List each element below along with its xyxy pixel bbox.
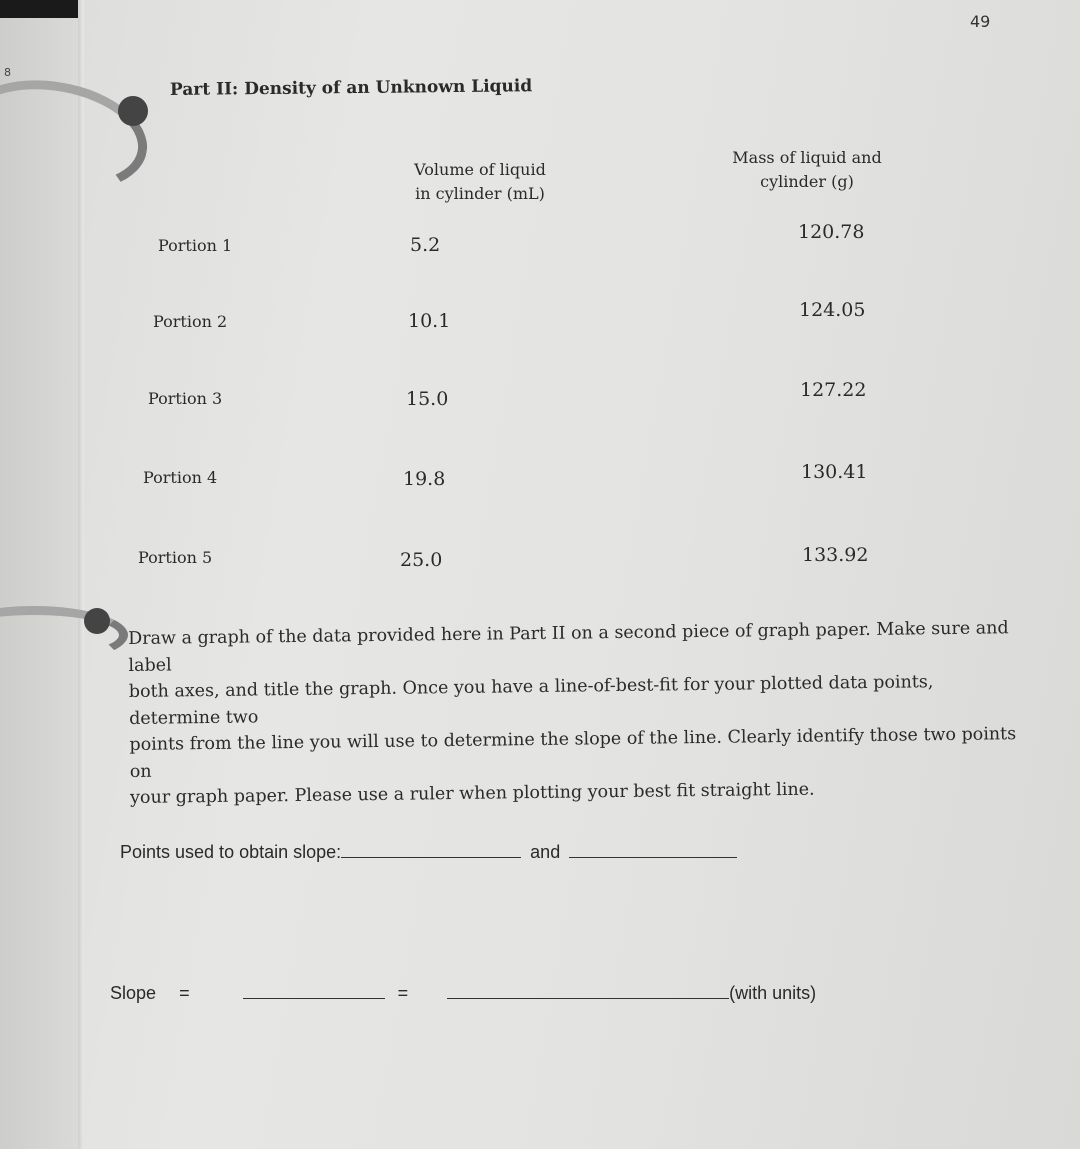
- slope-row: [110, 983, 816, 1004]
- instructions-line-3: points from the line you will use to determine the slope of the line. Clearly identify those two points on: [129, 724, 1017, 782]
- binder-ring-top-end: [118, 96, 148, 126]
- slope-calculation-blank[interactable]: [243, 998, 385, 999]
- section-title: Part II: Density of an Unknown Liquid: [169, 76, 533, 100]
- volume-cell-portion-3: 15.0: [406, 388, 449, 410]
- instructions-line-2: both axes, and title the graph. Once you have a line-of-best-fit for your plotted data points, determine two: [128, 672, 934, 729]
- instructions-line-4: your graph paper. Please use a ruler when plotting your best fit straight line.: [129, 779, 815, 808]
- mass-cell-portion-5: 133.92: [802, 544, 869, 566]
- page-number: 49: [970, 12, 991, 31]
- point-one-blank[interactable]: [341, 857, 521, 858]
- instructions-paragraph: [128, 615, 1025, 811]
- slope-result-blank[interactable]: [447, 998, 729, 999]
- points-joiner: and: [530, 842, 561, 862]
- volume-cell-portion-5: 25.0: [400, 549, 443, 571]
- mass-cell-portion-1: 120.78: [798, 221, 865, 243]
- points-used-label: Points used to obtain slope:: [120, 842, 342, 862]
- volume-cell-portion-4: 19.8: [403, 468, 446, 490]
- slope-equals-1: =: [179, 983, 190, 1003]
- volume-header-line1: Volume of liquid: [414, 160, 546, 179]
- point-two-blank[interactable]: [569, 857, 737, 858]
- volume-cell-portion-1: 5.2: [410, 234, 441, 256]
- slope-equals-2: =: [397, 983, 409, 1003]
- row-label-portion-3: Portion 3: [148, 389, 223, 408]
- units-label: (with units): [729, 983, 817, 1003]
- binder-top-strip: [0, 0, 82, 18]
- instructions-line-1: Draw a graph of the data provided here in Part II on a second piece of graph paper. Make sure and label: [128, 618, 1009, 676]
- volume-header-line2: in cylinder (mL): [415, 184, 545, 203]
- mass-header-line1: Mass of liquid and: [732, 148, 882, 167]
- mass-header-line2: cylinder (g): [760, 172, 854, 191]
- corner-page-mark: 8: [4, 66, 11, 79]
- volume-column-header: [405, 158, 555, 206]
- row-label-portion-1: Portion 1: [158, 236, 233, 255]
- row-label-portion-4: Portion 4: [143, 468, 218, 487]
- points-used-row: [120, 842, 737, 863]
- binder-ring-middle-end: [84, 608, 110, 634]
- mass-column-header: [724, 146, 890, 194]
- row-label-portion-5: Portion 5: [138, 548, 213, 567]
- mass-cell-portion-2: 124.05: [799, 299, 866, 321]
- mass-cell-portion-3: 127.22: [800, 379, 867, 401]
- slope-label: Slope: [110, 983, 157, 1003]
- mass-cell-portion-4: 130.41: [801, 461, 868, 483]
- volume-cell-portion-2: 10.1: [408, 310, 451, 332]
- row-label-portion-2: Portion 2: [153, 312, 228, 331]
